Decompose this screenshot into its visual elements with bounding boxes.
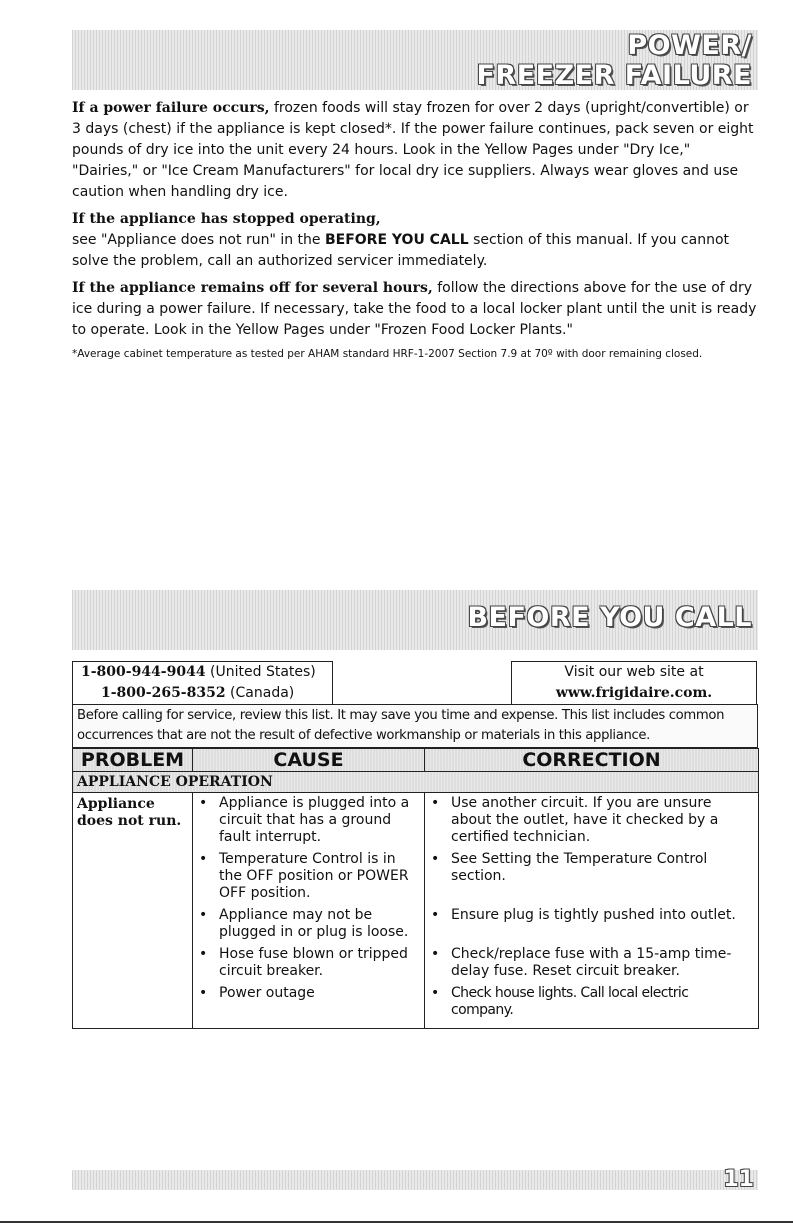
page-number: 11 — [723, 1167, 754, 1192]
table-row — [73, 793, 759, 1029]
cause-cell — [193, 793, 425, 1029]
power-failure-banner — [72, 30, 758, 90]
header-correction: CORRECTION — [425, 749, 759, 772]
header-cause: CAUSE — [193, 749, 425, 772]
website-box: Visit our web site at www.frigidaire.com. — [511, 661, 757, 704]
before-you-call-banner — [72, 590, 758, 650]
list-item: • Check house lights. Call local electric company. — [429, 985, 754, 1019]
website-link[interactable]: www.frigidaire.com. — [555, 685, 713, 701]
list-item: • Temperature Control is in the OFF position or POWER OFF position. — [197, 851, 420, 902]
header-problem: PROBLEM — [73, 749, 193, 772]
list-item: • Use another circuit. If you are unsure about the outlet, have it checked by a certified technician. — [429, 795, 754, 846]
phone-canada: 1-800-265-8352 — [101, 685, 226, 701]
power-failure-title: POWER/ FREEZER FAILURE — [476, 30, 752, 91]
troubleshooting-table — [72, 748, 759, 1029]
footnote: *Average cabinet temperature as tested per AHAM standard HRF-1-2007 Section 7.9 at 70º with door remaining closed. — [72, 348, 703, 360]
table-header-row — [73, 749, 759, 772]
correction-cell — [425, 793, 759, 1029]
list-item: • Appliance is plugged into a circuit that has a ground fault interrupt. — [197, 795, 420, 846]
phone-numbers-box: 1-800-944-9044 (United States) 1-800-265-8352 (Canada) — [72, 661, 333, 704]
remains-off-paragraph: If the appliance remains off for several hours, follow the directions above for the use of dry ice during a power failure. If necessary, take the food to a local locker plant until the unit is ready to operate. Look in the Yellow Pages under "Frozen Food Locker Plants." — [72, 280, 757, 338]
list-item: • See Setting the Temperature Control section. — [429, 851, 754, 902]
list-item: • Ensure plug is tightly pushed into outlet. — [429, 907, 754, 941]
list-item: • Check/replace fuse with a 15-amp time-delay fuse. Reset circuit breaker. — [429, 946, 754, 980]
bottom-rule — [0, 1221, 793, 1223]
power-failure-text — [72, 98, 758, 362]
list-item: • Hose fuse blown or tripped circuit breaker. — [197, 946, 420, 980]
list-item: • Appliance may not be plugged in or plug is loose. — [197, 907, 420, 941]
problem-cell: Appliance does not run. — [73, 793, 193, 1029]
phone-us: 1-800-944-9044 — [81, 664, 206, 680]
page-number-band — [72, 1167, 758, 1192]
section-appliance-operation: APPLIANCE OPERATION — [73, 772, 759, 793]
list-item: • Power outage — [197, 985, 420, 1002]
section-row — [73, 772, 759, 793]
before-call-intro: Before calling for service, review this list. It may save you time and expense. This list includes common occurrences that are not the result of defective workmanship or materials in this appliance. — [72, 704, 758, 748]
power-failure-paragraph: If a power failure occurs, frozen foods will stay frozen for over 2 days (upright/convertible) or 3 days (chest) if the appliance is kept closed*. If the power failure continues, pack seven or eight pounds of dry ice into the unit every 24 hours. Look in the Yellow Pages under "Dry Ice," "Dairies," or "Ice Cream Manufacturers" for local dry ice suppliers. Always wear gloves and use caution when handling dry ice. — [72, 100, 754, 200]
stopped-operating-paragraph: If the appliance has stopped operating, see "Appliance does not run" in the BEFORE YOU CALL section of this manual. If you cannot solve the problem, call an authorized servicer immediately. — [72, 211, 729, 269]
before-you-call-title: BEFORE YOU CALL — [467, 602, 752, 633]
